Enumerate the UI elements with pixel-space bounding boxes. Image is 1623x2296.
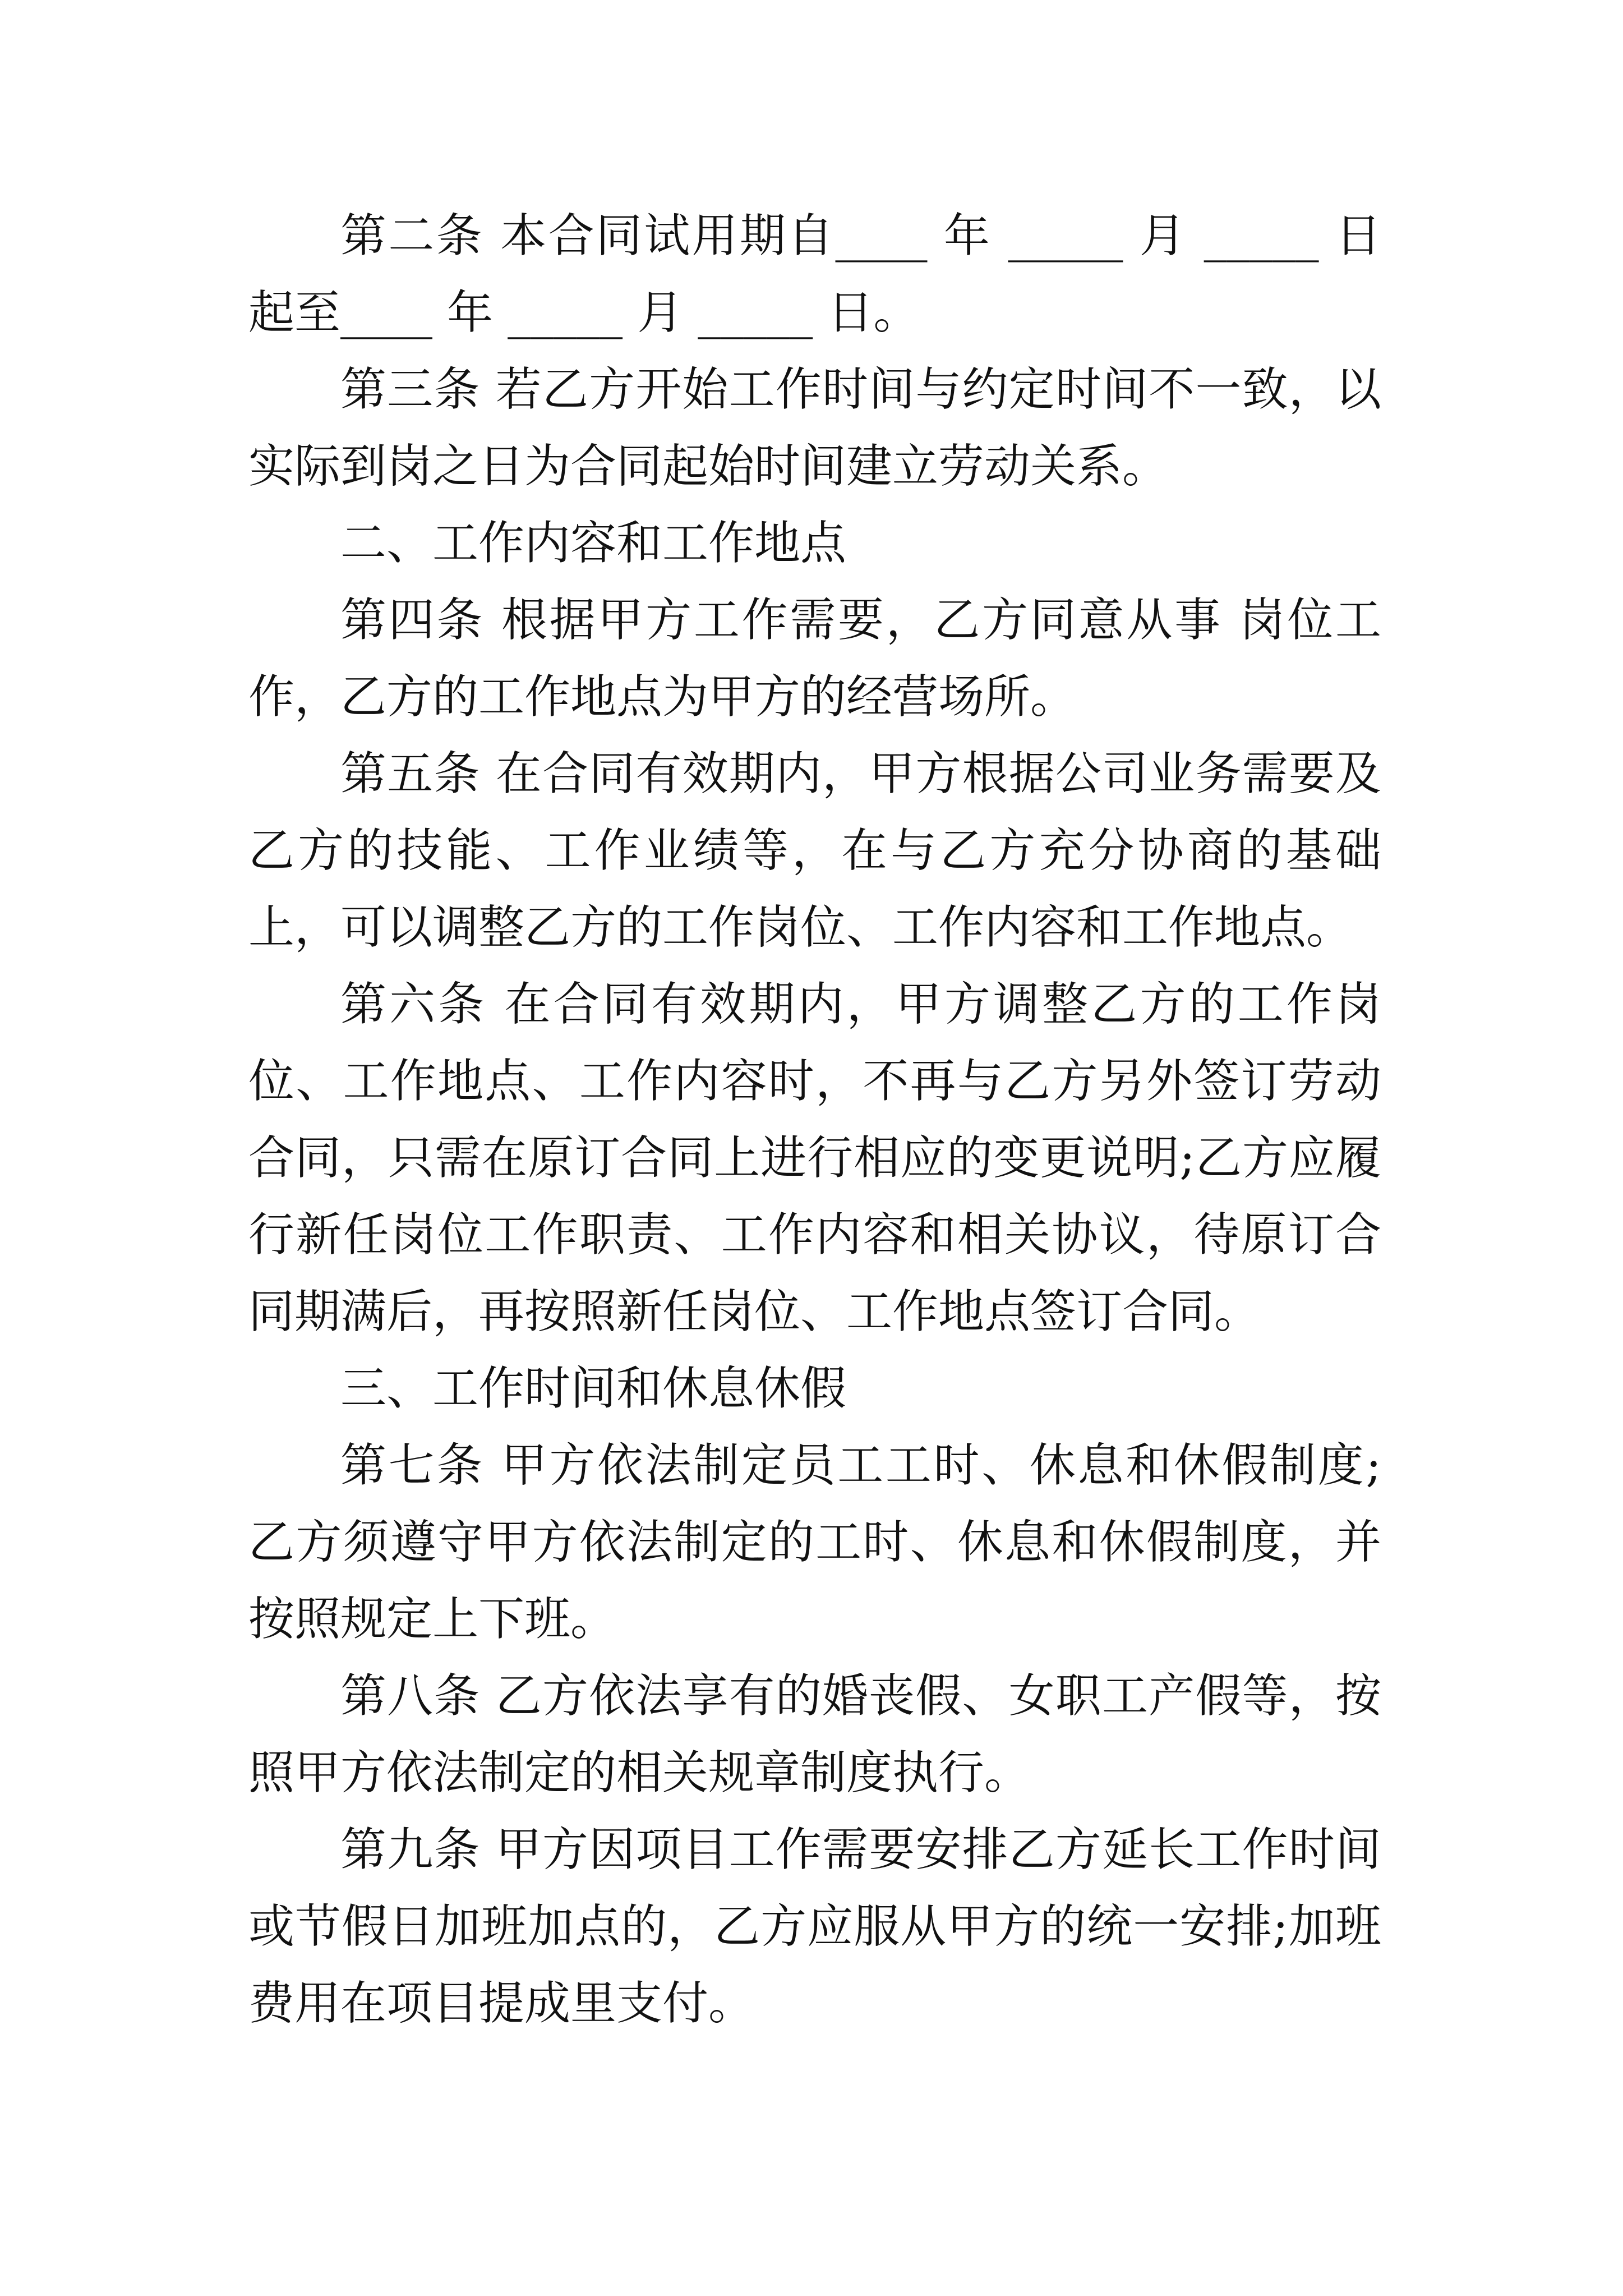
article-6-adjustment-procedure: 第六条 在合同有效期内，甲方调整乙方的工作岗位、工作地点、工作内容时，不再与乙方另外签订劳动合同，只需在原订合同上进行相应的变更说明;乙方应履行新任岗位工作职责、工作内容和相关协议，待原订合同期满后，再按照新任岗位、工作地点签订合同。 (248, 978, 1381, 1338)
article-4-job-position: 第四条 根据甲方工作需要，乙方同意从事 岗位工作，乙方的工作地点为甲方的经营场所。 (248, 593, 1381, 724)
article-5-job-adjustment: 第五条 在合同有效期内，甲方根据公司业务需要及乙方的技能、工作业绩等，在与乙方充分协商的基础上，可以调整乙方的工作岗位、工作内容和工作地点。 (248, 747, 1381, 954)
section-heading-work-content-location: 二、工作内容和工作地点 (340, 517, 847, 570)
article-7-working-hours: 第七条 甲方依法制定员工工时、休息和休假制度;乙方须遵守甲方依法制定的工时、休息和休假制度，并按照规定上下班。 (248, 1439, 1381, 1646)
article-9-overtime: 第九条 甲方因项目工作需要安排乙方延长工作时间或节假日加班加点的，乙方应服从甲方的统一安排;加班费用在项目提成里支付。 (248, 1823, 1381, 2030)
article-3-start-date: 第三条 若乙方开始工作时间与约定时间不一致，以实际到岗之日为合同起始时间建立劳动关系。 (248, 363, 1381, 493)
section-heading-working-hours-leave: 三、工作时间和休息休假 (340, 1362, 847, 1415)
document-body (248, 197, 1381, 2042)
article-8-leave: 第八条 乙方依法享有的婚丧假、女职工产假等，按照甲方依法制定的相关规章制度执行。 (248, 1669, 1381, 1800)
article-2-probation-period: 第二条 本合同试用期自____ 年 _____ 月 _____ 日起至____ 年 _____ 月 _____ 日。 (248, 209, 1381, 339)
